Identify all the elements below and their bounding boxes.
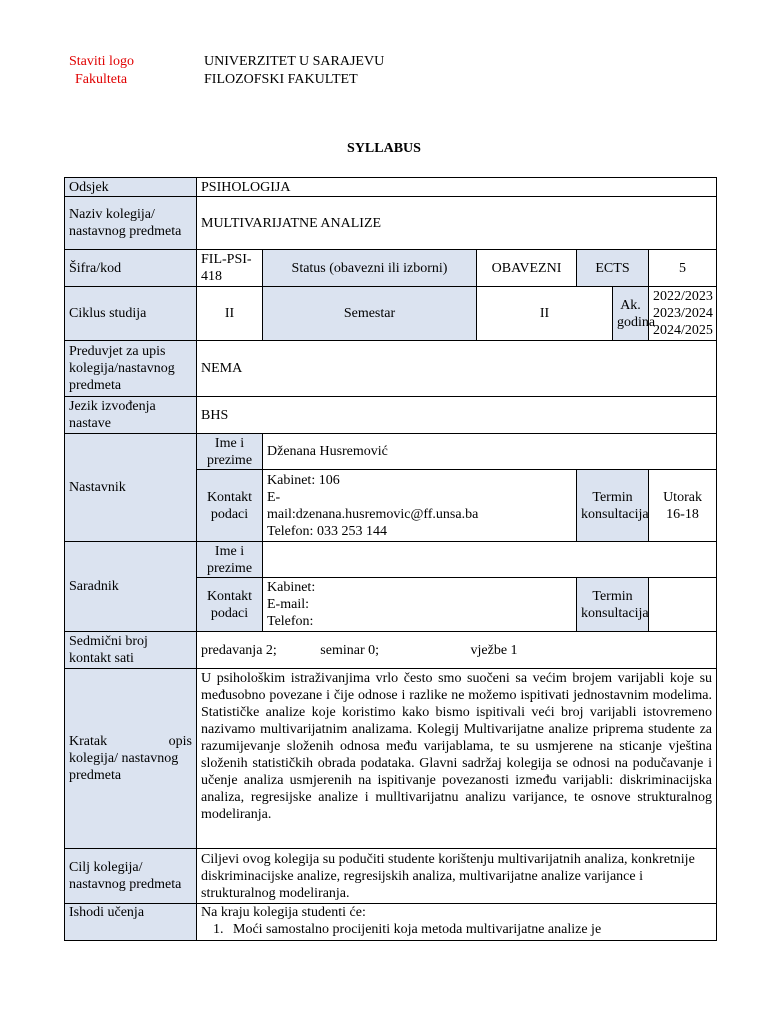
row-nastavnik-ime	[65, 434, 717, 470]
label-opis: opis	[168, 734, 192, 749]
contact-email-prefix: E-	[267, 489, 281, 505]
university-name: UNIVERZITET U SARAJEVU	[204, 54, 385, 69]
label-semestar: Semestar	[263, 287, 477, 341]
row-preduvjet	[65, 341, 717, 397]
label-termin-konsultacija: Termin konsultacija	[577, 470, 649, 542]
contact-telefon: Telefon:	[267, 614, 314, 629]
value-saradnik-ime	[263, 542, 717, 578]
label-ciklus: Ciklus studija	[65, 287, 197, 341]
value-cilj: Ciljevi ovog kolegija su podučiti studente korištenju multivarijatnih analiza, konkretnije diskriminacijske analize, regresijskih analiza, multivarijatne analize varijance i strukturalnog modeliranja.	[197, 849, 717, 904]
ishodi-list	[201, 921, 712, 938]
row-saradnik-ime	[65, 542, 717, 578]
label-ime-prezime: Ime i prezime	[197, 542, 263, 578]
row-jezik	[65, 397, 717, 434]
value-ects: 5	[649, 250, 717, 287]
label-saradnik: Saradnik	[65, 542, 197, 632]
ishodi-intro: Na kraju kolegija studenti će:	[201, 905, 366, 920]
value-jezik: BHS	[197, 397, 717, 434]
label-ak-godina: Ak. godina	[613, 287, 649, 341]
ishodi-item: 1. Moći samostalno procijeniti koja metoda multivarijatne analize je	[227, 921, 712, 938]
row-sedmicni	[65, 632, 717, 669]
label-kratak-rest: kolegija/ nastavnog predmeta	[69, 751, 179, 783]
label-termin-konsultacija: Termin konsultacija	[577, 578, 649, 632]
value-semestar: II	[477, 287, 613, 341]
logo-note-line: Staviti logo	[69, 54, 134, 69]
label-sifra: Šifra/kod	[65, 250, 197, 287]
row-odsjek	[65, 178, 717, 197]
value-sifra: FIL-PSI- 418	[197, 250, 263, 287]
label-kontakt-podaci: Kontakt podaci	[197, 470, 263, 542]
label-status: Status (obavezni ili izborni)	[263, 250, 477, 287]
label-cilj: Cilj kolegija/ nastavnog predmeta	[65, 849, 197, 904]
ak-godina-year: 2024/2025	[653, 323, 713, 338]
ak-godina-year: 2023/2024	[653, 306, 713, 321]
label-kratak: Kratak	[69, 734, 108, 749]
label-ects: ECTS	[577, 250, 649, 287]
value-nastavnik-kontakt	[263, 470, 577, 542]
contact-kabinet: Kabinet: 106	[267, 472, 340, 488]
kratak-opis-first-line	[69, 733, 192, 750]
row-sifra	[65, 250, 717, 287]
label-kontakt-podaci: Kontakt podaci	[197, 578, 263, 632]
value-nastavnik-ime: Dženana Husremović	[263, 434, 717, 470]
ak-godina-year: 2022/2023	[653, 289, 713, 304]
contact-telefon: Telefon: 033 253 144	[267, 523, 387, 539]
value-termin-konsultacija	[649, 578, 717, 632]
vjezbe-hours: vježbe 1	[470, 642, 518, 658]
value-ak-godina	[649, 287, 717, 341]
value-status: OBAVEZNI	[477, 250, 577, 287]
label-kratak-opis	[65, 669, 197, 849]
label-preduvjet: Preduvjet za upis kolegija/nastavnog predmeta	[65, 341, 197, 397]
value-ciklus: II	[197, 287, 263, 341]
value-preduvjet: NEMA	[197, 341, 717, 397]
syllabus-table	[64, 177, 717, 941]
label-jezik: Jezik izvođenja nastave	[65, 397, 197, 434]
value-naziv: MULTIVARIJATNE ANALIZE	[197, 197, 717, 250]
label-naziv: Naziv kolegija/ nastavnog predmeta	[65, 197, 197, 250]
value-saradnik-kontakt	[263, 578, 577, 632]
label-odsjek: Odsjek	[65, 178, 197, 197]
label-sedmicni: Sedmični broj kontakt sati	[65, 632, 197, 669]
row-cilj	[65, 849, 717, 904]
faculty-name: FILOZOFSKI FAKULTET	[204, 72, 358, 87]
seminar-hours: seminar 0;	[320, 642, 380, 658]
contact-email: E-mail:	[267, 597, 309, 612]
predavanja-hours: predavanja 2;	[201, 642, 277, 658]
row-ciklus	[65, 287, 717, 341]
document-title: SYLLABUS	[347, 141, 421, 156]
label-ishodi: Ishodi učenja	[65, 904, 197, 941]
contact-email: mail:dzenana.husremovic@ff.unsa.ba	[267, 506, 479, 522]
logo-placeholder-note	[69, 53, 134, 89]
contact-kabinet: Kabinet:	[267, 580, 316, 595]
value-odsjek: PSIHOLOGIJA	[197, 178, 717, 197]
value-ishodi	[197, 904, 717, 941]
label-ime-prezime: Ime i prezime	[197, 434, 263, 470]
logo-note-line: Fakulteta	[75, 72, 128, 87]
value-termin-konsultacija: Utorak 16-18	[649, 470, 717, 542]
row-kratak-opis	[65, 669, 717, 849]
institution-header	[204, 53, 384, 89]
value-sedmicni	[197, 632, 717, 669]
row-naziv	[65, 197, 717, 250]
label-nastavnik: Nastavnik	[65, 434, 197, 542]
value-kratak-opis: U psihološkim istraživanjima vrlo često smo suočeni sa većim brojem varijabli koje su međusobno povezane i čije odnose i razlike ne možemo ispitivati jednostavnim modelima. Statističke analize koje koristimo kako bismo ispitivali veći broj varijabli istovremeno nazivamo multivarijatnim analizama. Kolegij Multivarijatne analize priprema studente za razumijevanje složenih odnosa među varijablama, te su usmjerene na sticanje vještina složenih statističkih obrada podataka. Glavni sadržaj kolegija se odnosi na podučavanje i učenje analiza usmjerenih na ispitivanje povezanosti između varijabli: diskriminacijska analiza, regresijske analize i mulltivarijatnu analizu varijance, te osnove strukturalnog modeliranja.	[197, 669, 717, 849]
row-ishodi	[65, 904, 717, 941]
